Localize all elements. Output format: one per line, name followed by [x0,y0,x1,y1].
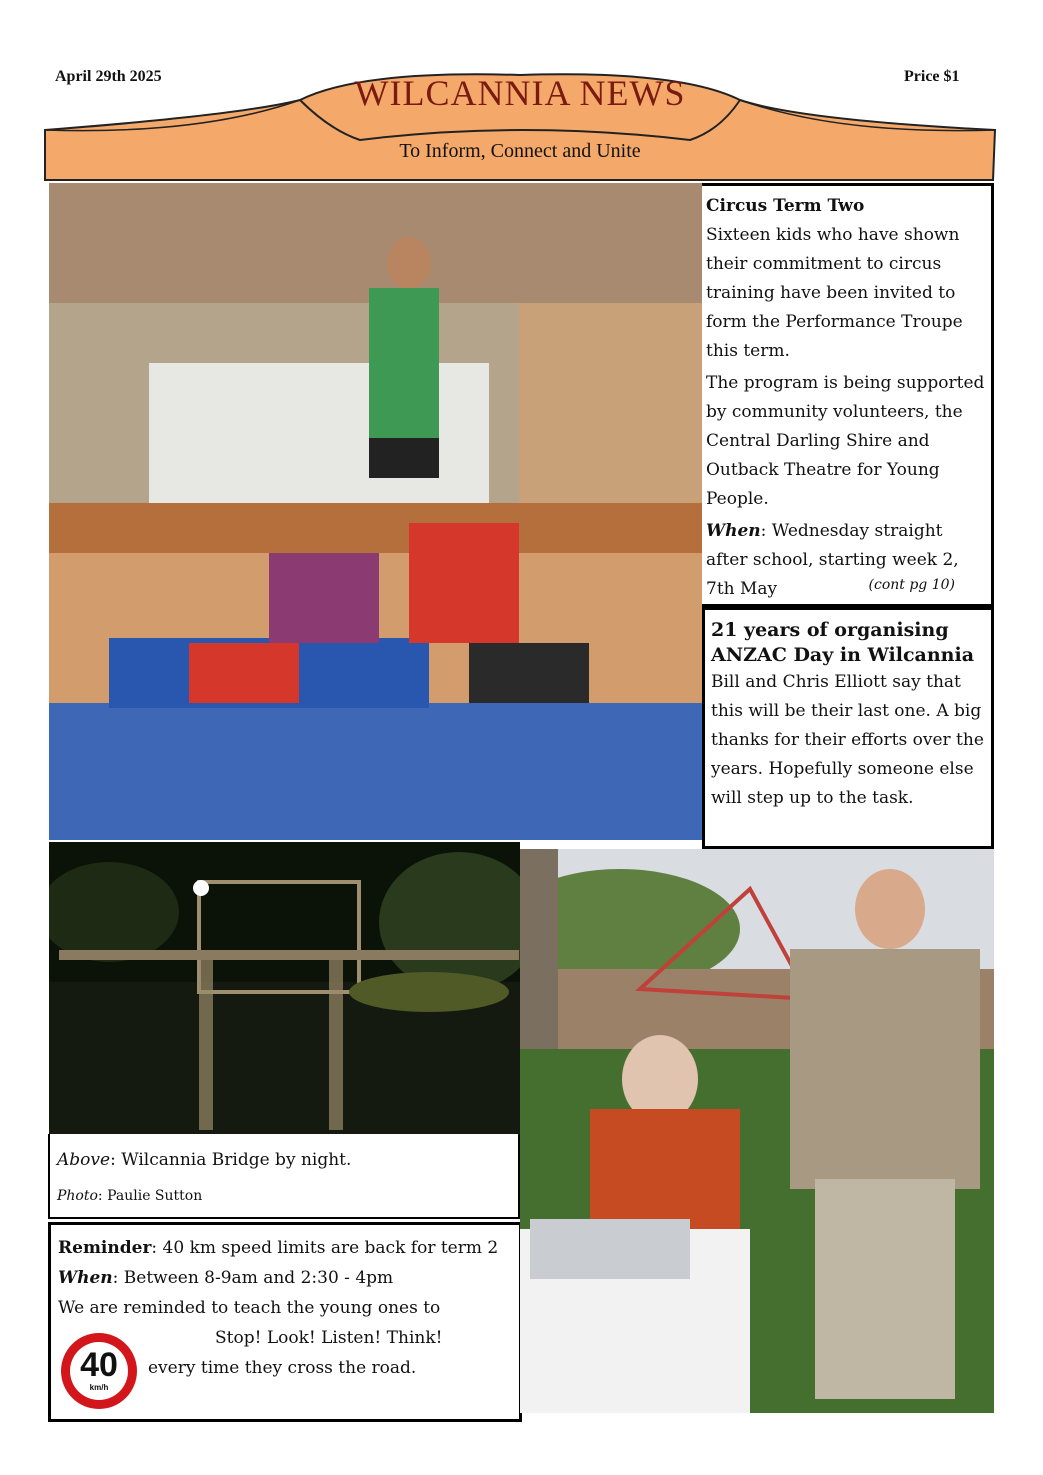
circus-para1: Sixteen kids who have shown their commitment to circus training have been invited to form the Performance Troupe this term. [706,225,963,361]
speed-sign-number: 40 [80,1346,118,1384]
circus-photo [49,183,702,840]
issue-price: Price $1 [904,68,960,85]
anzac-photo [520,849,994,1413]
circus-when-text: : Wednesday straight after school, starting week 2, 7th May [706,521,959,599]
reminder-when-label: When [58,1268,113,1288]
reminder-line2 [58,1263,518,1293]
masthead-title: WILCANNIA NEWS [354,73,686,113]
speed-reminder [48,1222,522,1422]
circus-article [702,183,994,607]
masthead-tagline: To Inform, Connect and Unite [399,140,641,162]
speed-sign-unit: km/h [89,1383,109,1392]
bridge-caption-above [57,1150,351,1170]
circus-para2: The program is being supported by community volunteers, the Central Darling Shire and Outback Theatre for Young People. [706,373,985,509]
circus-title: Circus Term Two [706,196,865,216]
reminder-line1 [58,1233,518,1263]
circus-continued: (cont pg 10) [868,577,955,593]
reminder-line5: every time they cross the road. [148,1358,417,1378]
reminder-label: Reminder [58,1238,152,1258]
anzac-body: Bill and Chris Elliott say that this will be their last one. A big thanks for their efforts over the years. Hopefully someone else will step up to the task. [711,672,984,808]
anzac-article [702,607,994,849]
reminder-when-text: : Between 8-9am and 2:30 - 4pm [112,1268,394,1288]
bridge-caption [48,1134,520,1219]
speed-sign-icon [61,1333,137,1409]
bridge-caption-above-text: : Wilcannia Bridge by night. [110,1150,352,1170]
circus-when-label: When [706,521,761,541]
reminder-line3: We are reminded to teach the young ones to [58,1298,441,1318]
bridge-caption-photo-label: Photo [57,1188,98,1204]
issue-date: April 29th 2025 [55,68,162,85]
bridge-caption-credit [57,1188,202,1204]
bridge-caption-photo-text: : Paulie Sutton [97,1188,203,1204]
reminder-line4: Stop! Look! Listen! Think! [215,1328,443,1348]
bridge-caption-above-label: Above [57,1150,111,1170]
reminder-line1-text: : 40 km speed limits are back for term 2 [151,1238,499,1258]
anzac-title: 21 years of organising ANZAC Day in Wilcannia [711,619,975,666]
bridge-photo [49,842,520,1134]
